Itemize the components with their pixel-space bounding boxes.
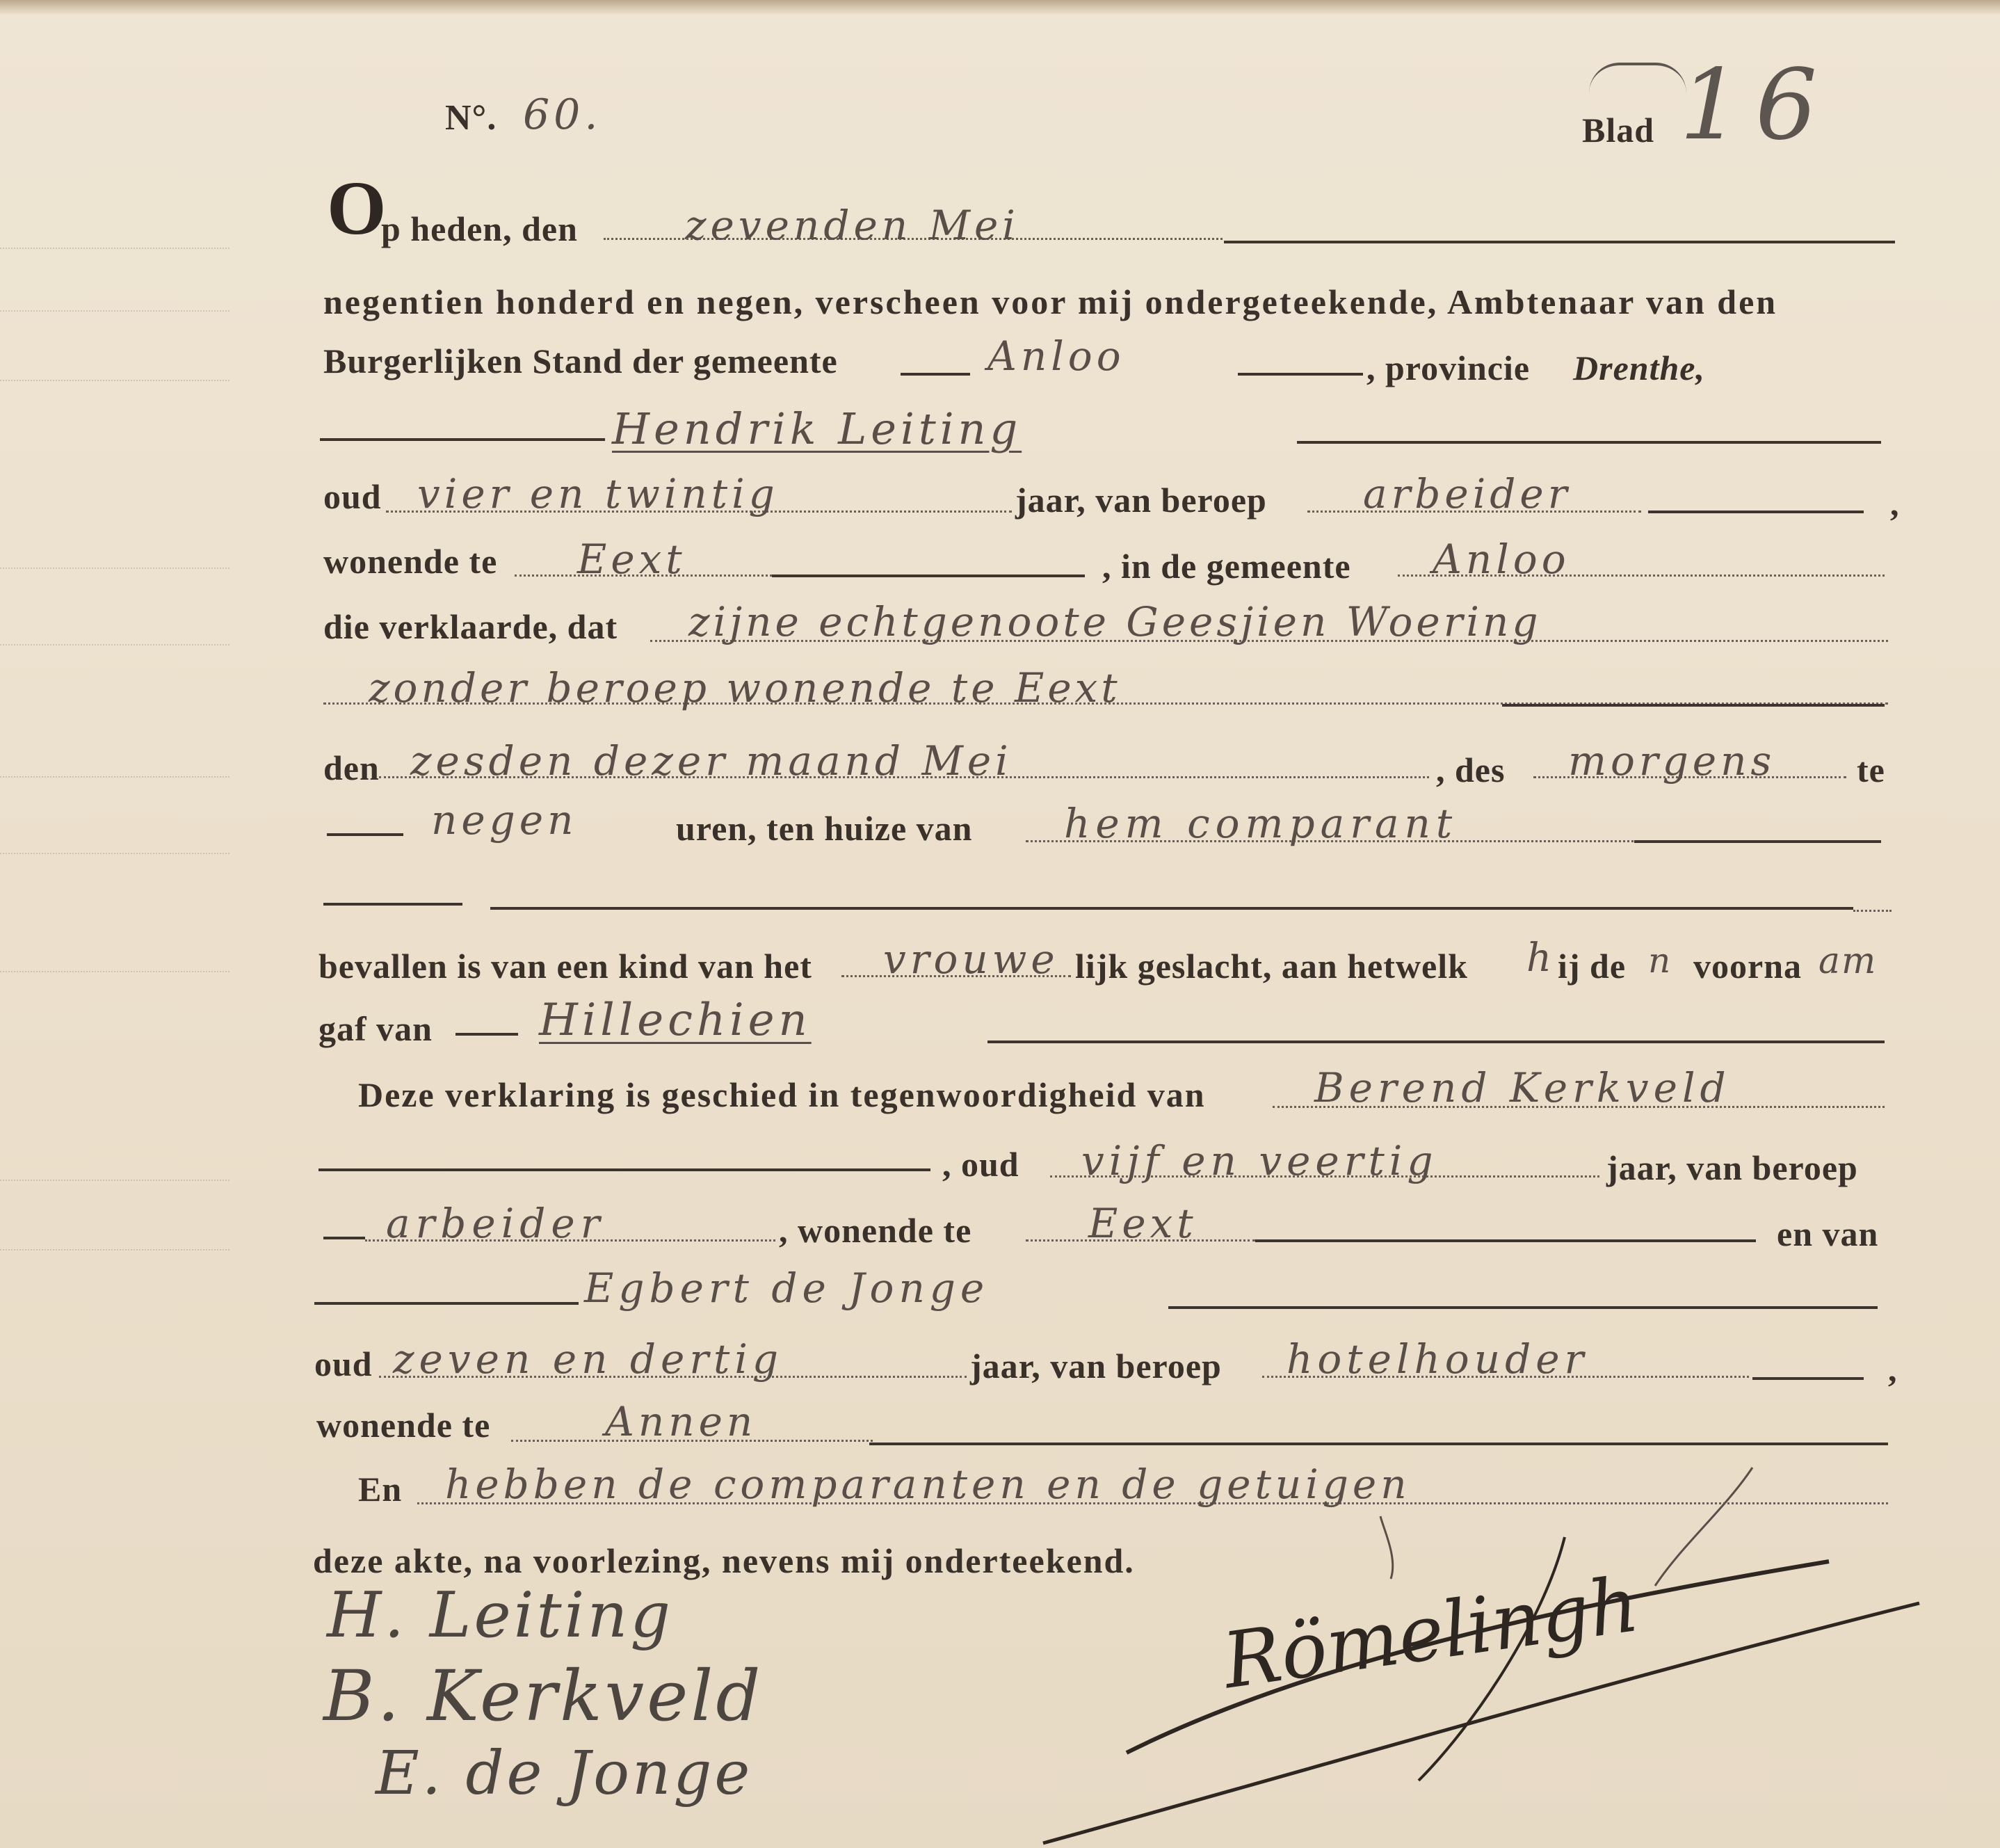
text-den: den xyxy=(323,748,380,787)
witness1-name: Berend Kerkveld xyxy=(1314,1064,1731,1111)
text-en: En xyxy=(358,1470,403,1509)
text-te: te xyxy=(1857,750,1885,789)
text-wonende-te-2: , wonende te xyxy=(779,1211,972,1250)
child-sex: vrouwe xyxy=(883,935,1059,983)
text-bevallen: bevallen is van een kind van het xyxy=(318,947,812,986)
text-oud-2: , oud xyxy=(942,1145,1019,1184)
text-provincie: , provincie xyxy=(1366,348,1531,387)
text-oud-3: oud xyxy=(314,1344,373,1383)
comma: , xyxy=(1890,484,1900,523)
declarant-age: vier en twintig xyxy=(417,470,779,517)
text-wonende-te-3: wonende te xyxy=(316,1406,491,1445)
signature-declarant: H. Leiting xyxy=(327,1579,674,1652)
witness1-residence: Eext xyxy=(1088,1200,1197,1247)
birth-date: zesden dezer maand Mei xyxy=(410,737,1013,785)
closing-clause: hebben de comparanten en de getuigen xyxy=(445,1461,1411,1508)
text-uren: uren, ten huize van xyxy=(676,809,973,848)
text-voornaam: voorna xyxy=(1693,947,1802,986)
text-lijk-geslacht: lijk geslacht, aan hetwelk xyxy=(1075,947,1468,986)
spouse-name: zijne echtgenoote Geesjien Woering xyxy=(688,598,1542,645)
residence-municipality: Anloo xyxy=(1433,536,1570,583)
witness1-age: vijf en veertig xyxy=(1081,1137,1438,1184)
text-wonende-te: wonende te xyxy=(323,542,498,581)
time-of-day: morgens xyxy=(1568,737,1776,785)
initial-letter: O xyxy=(327,166,387,250)
witness2-age: zeven en dertig xyxy=(393,1335,784,1383)
article-correction: n xyxy=(1648,940,1675,981)
number-value: 60. xyxy=(523,90,602,139)
blad-label: Blad xyxy=(1582,111,1655,150)
child-name: Hillechien xyxy=(539,995,812,1046)
number-label: N°. xyxy=(445,98,497,138)
text-oud: oud xyxy=(323,477,382,516)
text-jaar-beroep-3: jaar, van beroep xyxy=(970,1347,1222,1385)
text-ij-de: ij de xyxy=(1558,947,1627,986)
voornaam-end: am xyxy=(1818,940,1878,982)
pronoun-correction: h xyxy=(1526,935,1556,981)
birth-house: hem comparant xyxy=(1064,800,1458,847)
text-des: , des xyxy=(1436,750,1506,789)
date-day: zevenden Mei xyxy=(685,202,1019,249)
text-gaf-van: gaf van xyxy=(318,1009,433,1048)
spouse-details: zonder beroep wonende te Eext xyxy=(369,664,1121,712)
witness2-name: Egbert de Jonge xyxy=(584,1264,990,1312)
birth-hour: negen xyxy=(431,796,578,844)
text-deze-akte: deze akte, na voorlezing, nevens mij onderteekend. xyxy=(313,1541,1135,1580)
text-in-de-gemeente: , in de gemeente xyxy=(1102,547,1351,586)
declarant-name: Hendrik Leiting xyxy=(612,403,1022,454)
text-burgerlijken: Burgerlijken Stand der gemeente xyxy=(323,342,838,380)
signature-witness1: B. Kerkveld xyxy=(323,1655,764,1737)
signature-official: Römelingh xyxy=(1218,1559,1644,1706)
text-en-van: en van xyxy=(1777,1214,1879,1253)
witness2-residence: Annen xyxy=(605,1398,757,1445)
comma-2: , xyxy=(1888,1350,1898,1389)
text-jaar-beroep-2: jaar, van beroep xyxy=(1606,1148,1858,1187)
declarant-residence: Eext xyxy=(577,536,686,583)
province: Drenthe, xyxy=(1573,348,1705,387)
blad-value: 16 xyxy=(1679,49,1832,162)
signature-witness2: E. de Jonge xyxy=(376,1739,753,1808)
text-op-heden: p heden, den xyxy=(381,209,578,248)
witness2-occupation: hotelhouder xyxy=(1287,1335,1589,1383)
witness1-occupation: arbeider xyxy=(386,1200,606,1247)
declarant-occupation: arbeider xyxy=(1363,470,1572,517)
text-deze-verklaring: Deze verklaring is geschied in tegenwoordigheid van xyxy=(358,1075,1206,1114)
text-year: negentien honderd en negen, verscheen voor mij ondergeteekende, Ambtenaar van den xyxy=(323,282,1778,321)
text-jaar-beroep: jaar, van beroep xyxy=(1015,481,1267,520)
text-die-verklaarde: die verklaarde, dat xyxy=(323,607,618,646)
municipality: Anloo xyxy=(987,332,1125,380)
